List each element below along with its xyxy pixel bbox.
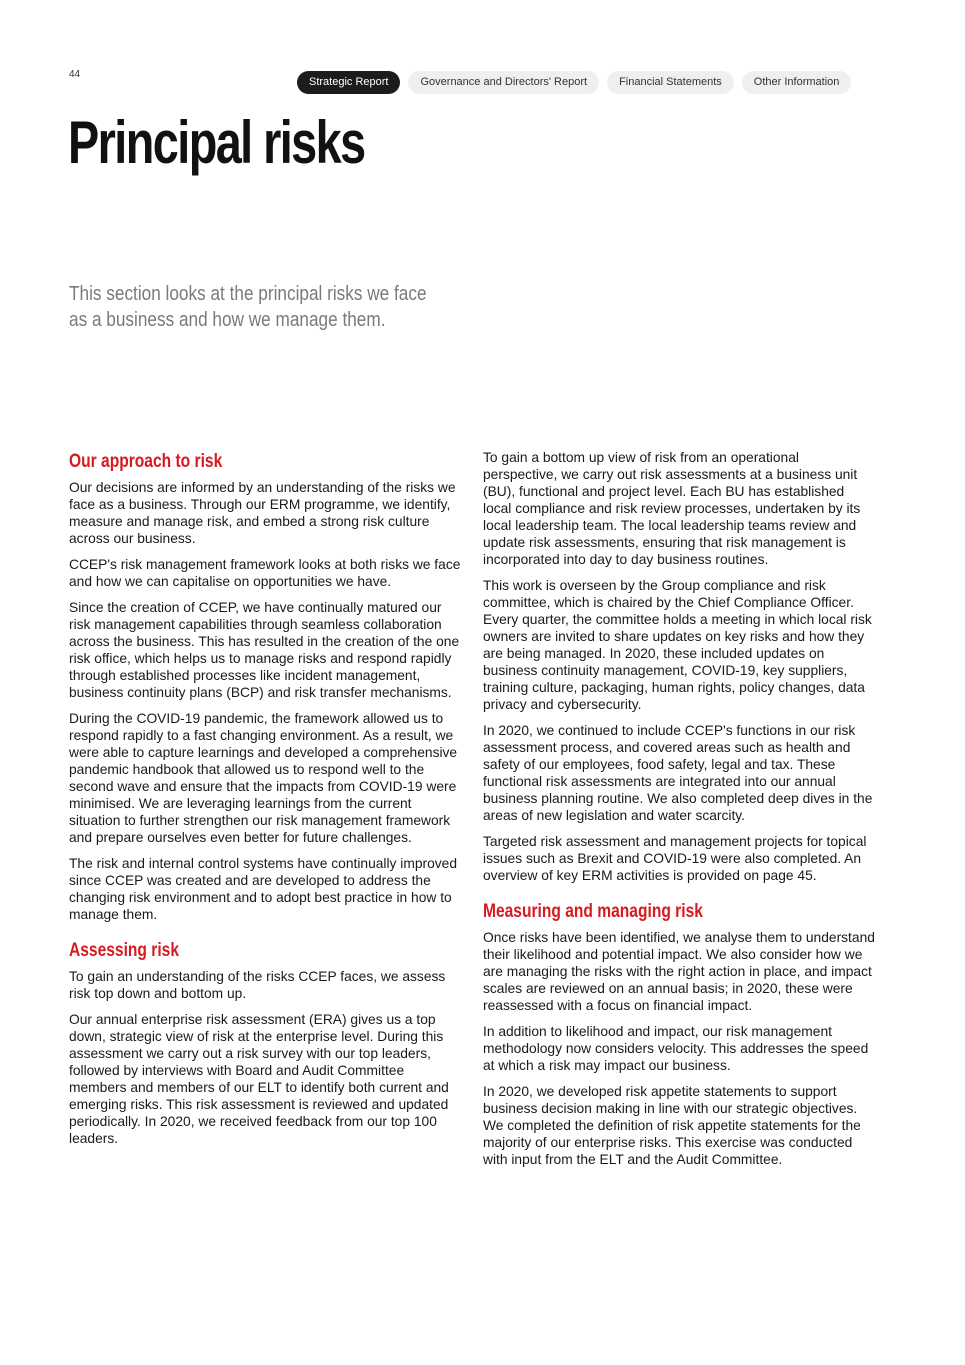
left-column [69, 451, 461, 1156]
paragraph: To gain an understanding of the risks CCEP faces, we assess risk top down and bottom up. [69, 969, 446, 1001]
paragraph: To gain a bottom up view of risk from an operational perspective, we carry out risk assessments at a business unit (BU), functional and project level. Each BU has established local compliance and risk review processes, undertaken by its local leadership team. The local leadership teams review and update risk assessments, ensuring that risk management is incorporated into day to day business routines. [483, 450, 861, 567]
intro-text: This section looks at the principal risks we face as a business and how we manage them. [69, 283, 427, 331]
heading-assessing-risk: Assessing risk [69, 940, 179, 961]
page-number: 44 [69, 69, 81, 80]
tab-financial-statements[interactable]: Financial Statements [607, 71, 734, 94]
paragraph: In 2020, we continued to include CCEP's functions in our risk assessment process, and covered areas such as health and safety of our employees, food safety, legal and tax. These functional risk assessments are integrated into our annual business planning routine. We also completed deep dives in the areas of new legislation and water scarcity. [483, 723, 873, 823]
heading-our-approach: Our approach to risk [69, 451, 223, 472]
paragraph: CCEP's risk management framework looks at both risks we face and how we can capitalise on opportunities we have. [69, 557, 461, 589]
tab-strategic-report[interactable]: Strategic Report [297, 71, 400, 94]
paragraph: In addition to likelihood and impact, our risk management methodology now considers velocity. This addresses the speed at which a risk may impact our business. [483, 1024, 869, 1073]
paragraph: The risk and internal control systems have continually improved since CCEP was created and are developed to address the changing risk environment and to adopt best practice in how to manage them. [69, 856, 458, 922]
paragraph: During the COVID-19 pandemic, the framework allowed us to respond rapidly to a fast changing environment. As a result, we were able to capture learnings and developed a comprehensive pandemic handbook that allowed us to respond well to the second wave and ensure that the impacts from COVID-19 were minimised. We are leveraging learnings from the current situation to further strengthen our risk management framework and prepare ourselves even better for future challenges. [69, 711, 458, 845]
section-nav [297, 71, 851, 94]
right-column [483, 449, 875, 1177]
page-title: Principal risks [68, 109, 365, 176]
paragraph: In 2020, we developed risk appetite statements to support business decision making in line with our strategic objectives. We completed the definition of risk appetite statements for the majority of our enterprise risks. This exercise was conducted with input from the ELT and the Audit Committee. [483, 1084, 861, 1167]
paragraph: Targeted risk assessment and management projects for topical issues such as Brexit and COVID-19 were also completed. An overview of key ERM activities is provided on page 45. [483, 834, 867, 883]
tab-governance[interactable]: Governance and Directors' Report [408, 71, 599, 94]
tab-other-information[interactable]: Other Information [742, 71, 852, 94]
heading-measuring-managing: Measuring and managing risk [483, 901, 703, 922]
paragraph: Our decisions are informed by an understanding of the risks we face as a business. Through our ERM programme, we identify, measure and manage risk, and embed a strong risk culture across our business. [69, 480, 456, 546]
paragraph: This work is overseen by the Group compliance and risk committee, which is chaired by the Chief Compliance Officer. Every quarter, the committee holds a meeting in which local risk owners are invited to share updates on key risks and how they are being managed. In 2020, these included updates on business continuity management, COVID-19, key suppliers, training culture, packaging, human rights, policy changes, data privacy and cybersecurity. [483, 578, 872, 712]
paragraph: Since the creation of CCEP, we have continually matured our risk management capabilities through seamless collaboration across the business. This has resulted in the creation of the one risk office, which helps us to manage risks and respond rapidly through established processes like incident management, business continuity plans (BCP) and risk transfer mechanisms. [69, 600, 460, 700]
paragraph: Once risks have been identified, we analyse them to understand their likelihood and potential impact. We also consider how we are managing the risks with the right action in place, and impact scales are reviewed on an annual basis; in 2020, these were reassessed with a focus on financial impact. [483, 930, 875, 1013]
paragraph: Our annual enterprise risk assessment (ERA) gives us a top down, strategic view of risk at the enterprise level. During this assessment we carry out a risk survey with our top leaders, followed by interviews with Board and Audit Committee members and members of our ELT to identify both current and emerging risks. This risk assessment is reviewed and updated periodically. In 2020, we received feedback from our top 100 leaders. [69, 1012, 449, 1146]
